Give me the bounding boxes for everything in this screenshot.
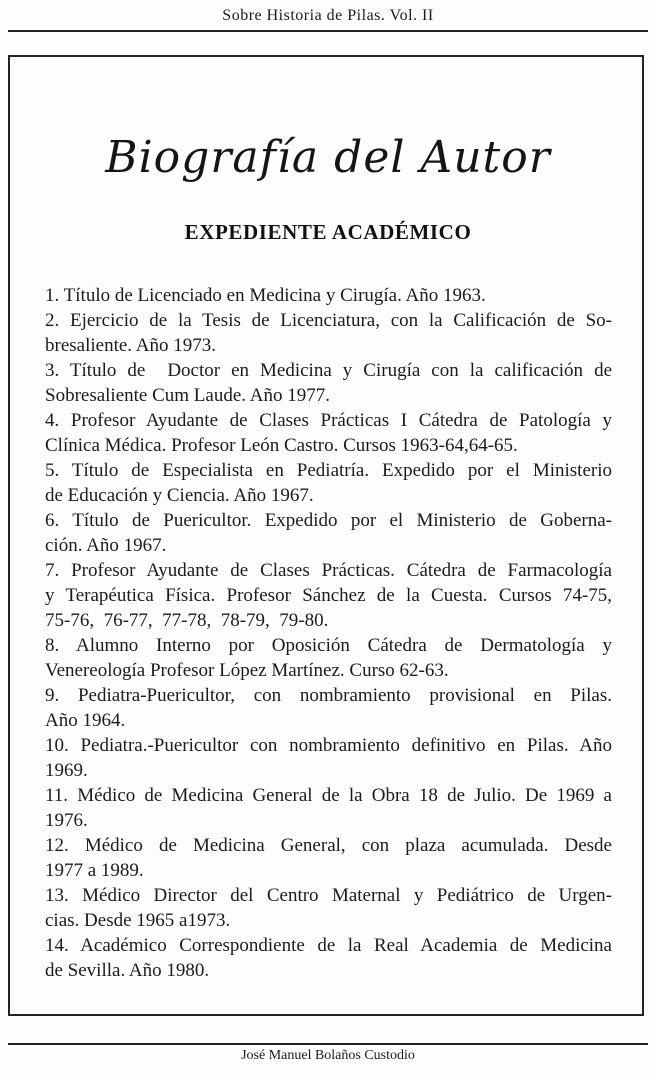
list-item: [45, 308, 612, 358]
list-item-line: 9. Pediatra-Puericultor, con nombramiento provisional en Pilas.: [45, 685, 612, 706]
footer-author-name: José Manuel Bolaños Custodio: [241, 1048, 415, 1063]
list-item-line: de Educación y Ciencia. Año 1967.: [45, 485, 314, 506]
list-item: [45, 633, 612, 683]
list-item-line: 3. Título de Doctor en Medicina y Cirugía con la calificación de: [45, 360, 612, 381]
list-item-line: Venereología Profesor López Martínez. Curso 62-63.: [45, 660, 449, 681]
list-item-line: 1976.: [45, 810, 88, 831]
list-item-line: 1969.: [45, 760, 88, 781]
section-heading: EXPEDIENTE ACADÉMICO: [184, 220, 472, 244]
list-item-line: 6. Título de Puericultor. Expedido por el Ministerio de Goberna-: [45, 510, 612, 531]
list-item-line: 4. Profesor Ayudante de Clases Prácticas I Cátedra de Patología y: [45, 410, 612, 431]
page-title: Biografía del Autor: [105, 132, 551, 183]
list-item-line: 2. Ejercicio de la Tesis de Licenciatura, con la Calificación de So-: [45, 310, 612, 331]
list-item-line: 11. Médico de Medicina General de la Obra 18 de Julio. De 1969 a: [45, 785, 612, 806]
list-item: [45, 358, 612, 408]
list-item: [45, 458, 612, 508]
list-item-line: de Sevilla. Año 1980.: [45, 960, 210, 981]
list-item-line: 7. Profesor Ayudante de Clases Prácticas. Cátedra de Farmacología: [45, 560, 612, 581]
list-item-line: 12. Médico de Medicina General, con plaza acumulada. Desde: [45, 835, 612, 856]
list-item-line: bresaliente. Año 1973.: [45, 335, 216, 356]
list-item: [45, 783, 612, 833]
list-item-line: 1977 a 1989.: [45, 860, 144, 881]
list-item-line: 14. Académico Correspondiente de la Real Academia de Medicina: [45, 935, 612, 956]
list-item: [45, 733, 612, 783]
footer-rule: [8, 1043, 648, 1045]
list-item: [45, 558, 612, 633]
header-rule: [8, 30, 648, 32]
list-item-line: 1. Título de Licenciado en Medicina y Cirugía. Año 1963.: [45, 285, 486, 306]
list-item-line: cias. Desde 1965 a1973.: [45, 910, 231, 931]
list-item: [45, 933, 612, 983]
list-item-line: Año 1964.: [45, 710, 126, 731]
list-item: [45, 283, 612, 308]
list-item: [45, 833, 612, 883]
academic-record-list: [45, 283, 612, 983]
list-item-line: 8. Alumno Interno por Oposición Cátedra de Dermatología y: [45, 635, 612, 656]
list-item: [45, 508, 612, 558]
list-item-line: 5. Título de Especialista en Pediatría. Expedido por el Ministerio: [45, 460, 612, 481]
running-head-title: Sobre Historia de Pilas. Vol. II: [222, 7, 434, 24]
list-item-line: y Terapéutica Física. Profesor Sánchez de la Cuesta. Cursos 74-75,: [45, 585, 612, 606]
list-item: [45, 683, 612, 733]
list-item-line: Sobresaliente Cum Laude. Año 1977.: [45, 385, 330, 406]
list-item: [45, 883, 612, 933]
list-item-line: Clínica Médica. Profesor León Castro. Cursos 1963-64,64-65.: [45, 435, 518, 456]
list-item-line: 10. Pediatra.-Puericultor con nombramiento definitivo en Pilas. Año: [45, 735, 612, 756]
list-item-line: ción. Año 1967.: [45, 535, 167, 556]
list-item-line: 13. Médico Director del Centro Maternal y Pediátrico de Urgen-: [45, 885, 612, 906]
list-item: [45, 408, 612, 458]
list-item-line: 75-76, 76-77, 77-78, 78-79, 79-80.: [45, 610, 329, 631]
